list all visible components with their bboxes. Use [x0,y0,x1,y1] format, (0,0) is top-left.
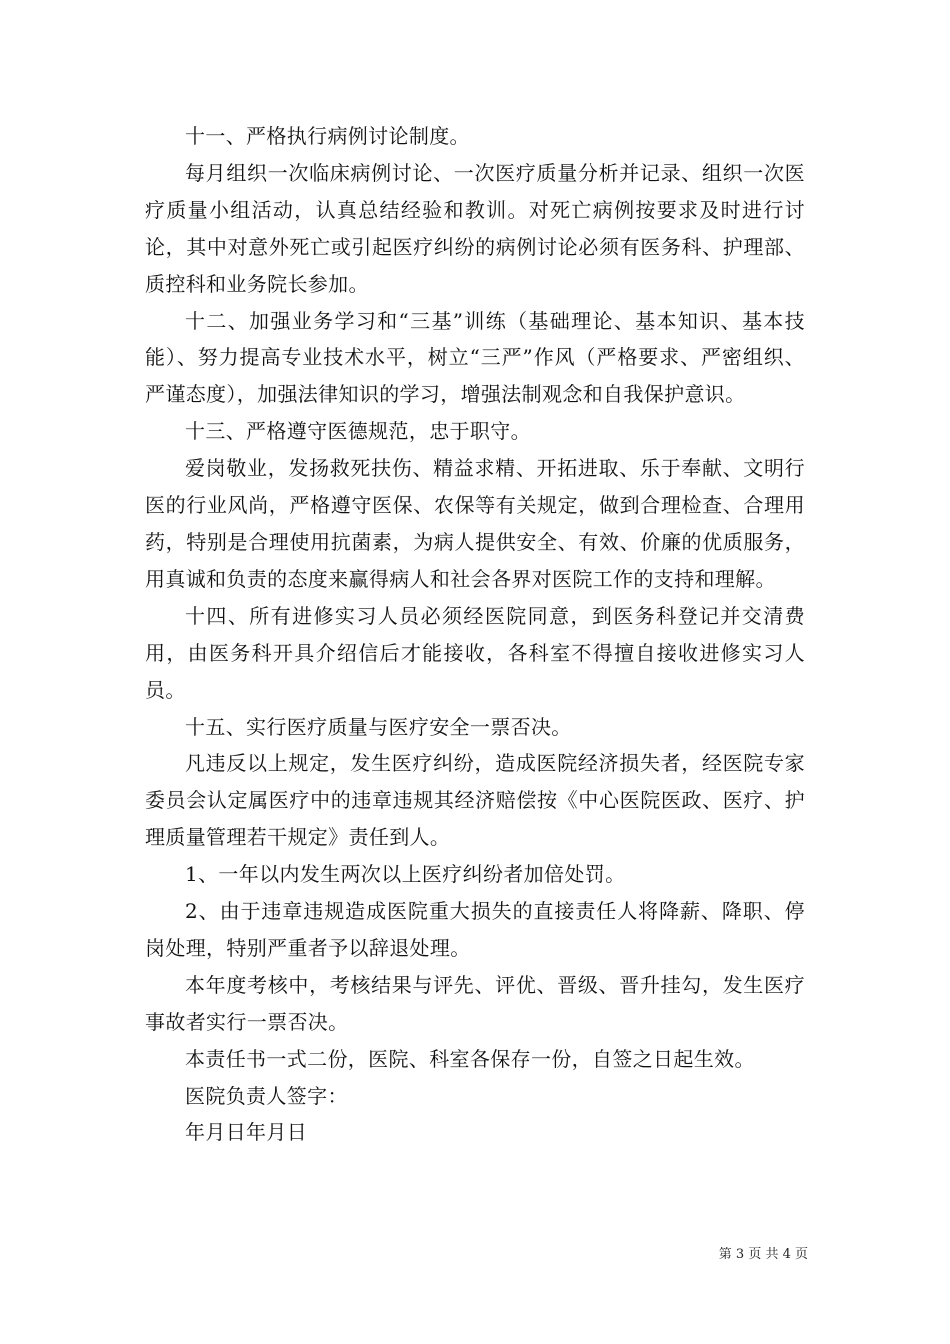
copies-statement: 本责任书一式二份，医院、科室各保存一份，自签之日起生效。 [185,1046,755,1071]
document-body [145,118,805,1151]
paragraph-15-heading: 十五、实行医疗质量与医疗安全一票否决。 [185,714,572,739]
paragraph-13-body: 爱岗敬业，发扬救死扶伤、精益求精、开拓进取、乐于奉献、文明行医的行业风尚，严格遵守医保、农保等有关规定，做到合理检查、合理用药，特别是合理使用抗菌素，为病人提供安全、有效、价廉的优质服务，用真诚和负责的态度来赢得病人和社会各界对医院工作的支持和理解。 [145,456,805,591]
penalty-item-2: 2、由于违章违规造成医院重大损失的直接责任人将降薪、降职、停岗处理，特别严重者予以辞退处理。 [145,899,805,960]
paragraph-14: 十四、所有进修实习人员必须经医院同意，到医务科登记并交清费用，由医务科开具介绍信后才能接收，各科室不得擅自接收进修实习人员。 [145,603,805,702]
paragraph-11-heading: 十一、严格执行病例讨论制度。 [185,124,470,148]
signature-line: 医院负责人签字： [185,1083,348,1108]
paragraph-11-body: 每月组织一次临床病例讨论、一次医疗质量分析并记录、组织一次医疗质量小组活动，认真总结经验和教训。对死亡病例按要求及时进行讨论，其中对意外死亡或引起医疗纠纷的病例讨论必须有医务科、护理部、质控科和业务院长参加。 [145,160,805,296]
paragraph-12: 十二、加强业务学习和“三基”训练（基础理论、基本知识、基本技能）、努力提高专业技术水平，树立“三严”作风（严格要求、严密组织、严谨态度），加强法律知识的学习，增强法制观念和自我保护意识。 [145,308,805,407]
page-footer [719,1247,808,1263]
penalty-item-1: 1、一年以内发生两次以上医疗纠纷者加倍处罚。 [185,862,626,887]
date-line: 年月日年月日 [185,1120,308,1145]
annual-assessment: 本年度考核中，考核结果与评先、评优、晋级、晋升挂勾，发生医疗事故者实行一票否决。 [145,972,805,1034]
page-number: 第 3 页 共 4 页 [718,1247,808,1262]
paragraph-15-body: 凡违反以上规定，发生医疗纠纷，造成医院经济损失者，经医院专家委员会认定属医疗中的违章违规其经济赔偿按《中心医院医政、医疗、护理质量管理若干规定》责任到人。 [145,751,805,850]
paragraph-13-heading: 十三、严格遵守医德规范，忠于职守。 [185,419,531,444]
